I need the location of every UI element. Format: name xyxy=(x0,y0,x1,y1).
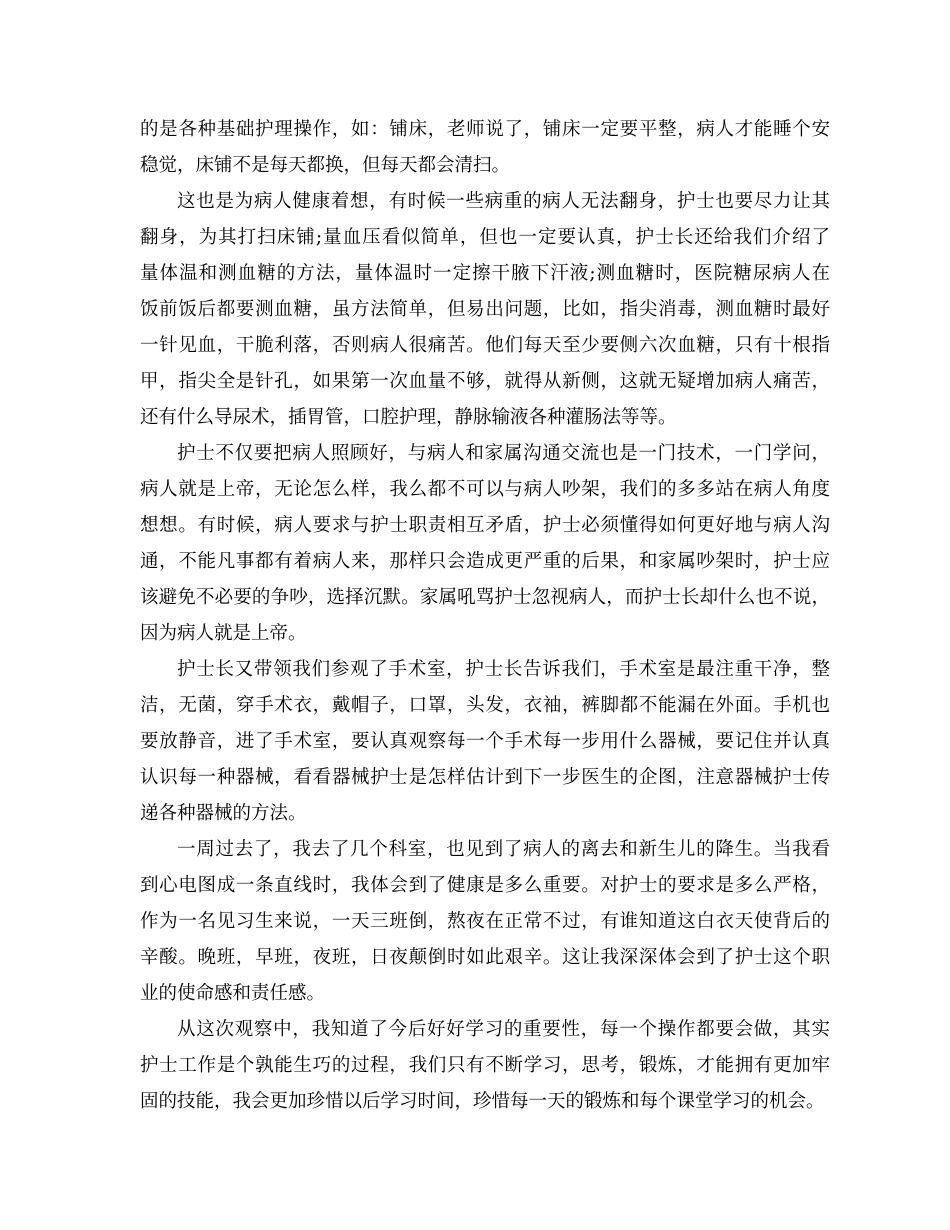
paragraph-line: 护士工作是个孰能生巧的过程，我们只有不断学习，思考，锻炼，才能拥有更加牢 xyxy=(140,1055,830,1076)
paragraph xyxy=(140,1012,830,1120)
document-body xyxy=(140,112,830,1120)
paragraph-line: 甲，指尖全是针孔，如果第一次血量不够，就得从新侧，这就无疑增加病人痛苦， xyxy=(140,371,830,392)
paragraph-line: 翻身，为其打扫床铺;量血压看似简单，但也一定要认真，护士长还给我们介绍了 xyxy=(140,227,830,248)
paragraph-line: 因为病人就是上帝。 xyxy=(140,623,307,644)
paragraph-line: 固的技能，我会更加珍惜以后学习时间，珍惜每一天的锻炼和每个课堂学习的机会。 xyxy=(140,1091,825,1112)
paragraph-line: 一针见血，干脆利落，否则病人很痛苦。他们每天至少要侧六次血糖，只有十根指 xyxy=(140,335,830,356)
paragraph-line: 业的使命感和责任感。 xyxy=(140,983,326,1004)
paragraph-line: 递各种器械的方法。 xyxy=(140,803,307,824)
paragraph-line: 的是各种基础护理操作，如：铺床，老师说了，铺床一定要平整，病人才能睡个安 xyxy=(140,119,830,140)
paragraph-line: 通，不能凡事都有着病人来，那样只会造成更严重的后果，和家属吵架时，护士应 xyxy=(140,551,830,572)
paragraph-line: 还有什么导尿术，插胃管，口腔护理，静脉输液各种灌肠法等等。 xyxy=(140,407,677,428)
paragraph-line: 要放静音，进了手术室，要认真观察每一个手术每一步用什么器械，要记住并认真 xyxy=(140,731,830,752)
paragraph-line: 辛酸。晚班，早班，夜班，日夜颠倒时如此艰辛。这让我深深体会到了护士这个职 xyxy=(140,947,830,968)
paragraph xyxy=(140,652,830,832)
paragraph xyxy=(140,832,830,1012)
paragraph-line: 量体温和测血糖的方法，量体温时一定擦干腋下汗液;测血糖时，医院糖尿病人在 xyxy=(140,263,830,284)
paragraph xyxy=(140,436,830,652)
paragraph-line: 一周过去了，我去了几个科室，也见到了病人的离去和新生儿的降生。当我看 xyxy=(177,839,830,860)
paragraph-line: 作为一名见习生来说，一天三班倒，熬夜在正常不过，有谁知道这白衣天使背后的 xyxy=(140,911,830,932)
paragraph xyxy=(140,184,830,436)
paragraph-line: 想想。有时候，病人要求与护士职责相互矛盾，护士必须懂得如何更好地与病人沟 xyxy=(140,515,830,536)
paragraph-line: 到心电图成一条直线时，我体会到了健康是多么重要。对护士的要求是多么严格， xyxy=(140,875,830,896)
paragraph-line: 该避免不必要的争吵，选择沉默。家属吼骂护士忽视病人，而护士长却什么也不说， xyxy=(140,587,830,608)
paragraph-line: 洁，无菌，穿手术衣，戴帽子，口罩，头发，衣袖，裤脚都不能漏在外面。手机也 xyxy=(140,695,830,716)
paragraph-line: 护士长又带领我们参观了手术室，护士长告诉我们，手术室是最注重干净，整 xyxy=(177,659,830,680)
paragraph-line: 饭前饭后都要测血糖，虽方法简单，但易出问题，比如，指尖消毒，测血糖时最好 xyxy=(140,299,830,320)
paragraph-line: 认识每一种器械，看看器械护士是怎样估计到下一步医生的企图，注意器械护士传 xyxy=(140,767,830,788)
paragraph-line: 稳觉，床铺不是每天都换，但每天都会清扫。 xyxy=(140,155,511,176)
paragraph-line: 护士不仅要把病人照顾好，与病人和家属沟通交流也是一门技术，一门学问， xyxy=(177,443,830,464)
paragraph xyxy=(140,112,830,184)
paragraph-line: 这也是为病人健康着想，有时候一些病重的病人无法翻身，护士也要尽力让其 xyxy=(177,191,830,212)
paragraph-line: 病人就是上帝，无论怎么样，我么都不可以与病人吵架，我们的多多站在病人角度 xyxy=(140,479,830,500)
paragraph-line: 从这次观察中，我知道了今后好好学习的重要性，每一个操作都要会做，其实 xyxy=(177,1019,830,1040)
